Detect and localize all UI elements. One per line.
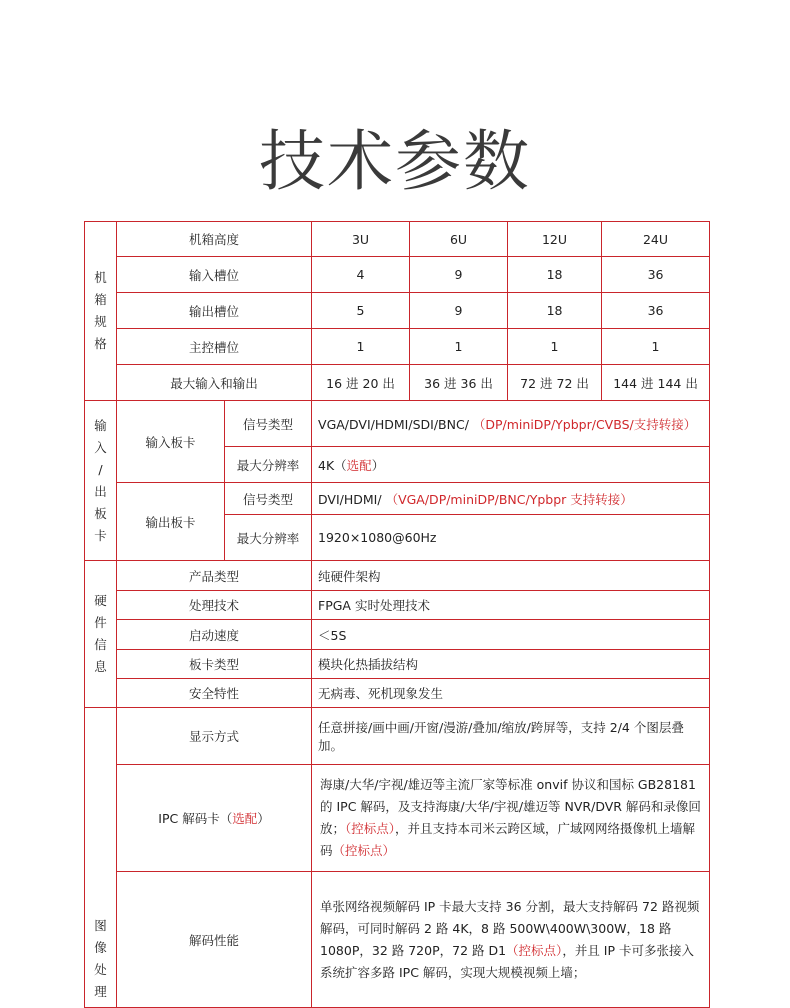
row-label: 解码性能 (117, 872, 312, 1008)
decode-text: ，并且 IP 卡可多张接入系统扩容多路 IPC 解码，实现大规模视频上墙； (320, 942, 694, 980)
row-label: 输出槽位 (117, 293, 312, 329)
res-text-tail: ） (371, 457, 385, 473)
output-signal-value (312, 483, 710, 515)
decode-text: 单张网络视频解码 IP 卡最大支持 36 分割，最大支持解码 72 路视频解码，可同时解码 2 路 4K，8 路 500W\400W\300W，18 路 1080P，32 路 720P，72 路 D1 (320, 898, 700, 958)
group-io: 输 入 / 出 板 卡 (85, 401, 117, 561)
cell-value: 1 (410, 329, 508, 365)
decode-value (312, 872, 710, 1008)
row-label: 主控槽位 (117, 329, 312, 365)
group-hardware: 硬 件 信 息 (85, 561, 117, 708)
cell-value: 4 (312, 257, 410, 293)
cell-value: 24U (602, 222, 710, 257)
signal-text-red: （DP/miniDP/Ypbpr/CVBS/支持转接） (472, 416, 697, 432)
row-value: 任意拼接/画中画/开窗/漫游/叠加/缩放/跨屏等，支持 2/4 个图层叠加。 (312, 708, 710, 765)
input-resolution-value (312, 447, 710, 483)
row-value: 无病毒、死机现象发生 (312, 679, 710, 708)
res-text: 4K（ (318, 457, 347, 473)
cell-value: 12U (508, 222, 602, 257)
ipc-text-red: （控标点） (345, 821, 396, 836)
cell-value: 5 (312, 293, 410, 329)
max-resolution-label: 最大分辨率 (225, 515, 312, 561)
cell-value: 1 (312, 329, 410, 365)
spec-table (84, 221, 710, 1008)
ipc-text: 海康/大华/宇视/雄迈等主流厂家等标准 onvif 协议和国标 GB28181 的 IPC 解码，及支持海康/大华/宇视/雄迈等 NVR/DVR 解码和录像回放； (320, 777, 701, 836)
cell-value: 144 进 144 出 (602, 365, 710, 401)
input-signal-value (312, 401, 710, 447)
ipc-label-text: IPC 解码卡（ (158, 811, 233, 826)
cell-value: 9 (410, 293, 508, 329)
cell-value: 36 进 36 出 (410, 365, 508, 401)
input-card-label: 输入板卡 (117, 401, 225, 483)
cell-value: 18 (508, 293, 602, 329)
cell-value: 18 (508, 257, 602, 293)
cell-value: 36 (602, 257, 710, 293)
max-resolution-label: 最大分辨率 (225, 447, 312, 483)
cell-value: 36 (602, 293, 710, 329)
row-label: 板卡类型 (117, 650, 312, 679)
group-image-processing: 图 像 处 理 (85, 708, 117, 1008)
group-chassis: 机 箱 规 格 (85, 222, 117, 401)
output-resolution-value: 1920×1080@60Hz (312, 515, 710, 561)
row-value: FPGA 实时处理技术 (312, 591, 710, 620)
ipc-text: ，并且支持本司米云跨区域，广域网网络摄像机上墙解码 (320, 821, 696, 858)
cell-value: 1 (602, 329, 710, 365)
row-label: 处理技术 (117, 591, 312, 620)
cell-value: 1 (508, 329, 602, 365)
row-label: 显示方式 (117, 708, 312, 765)
ipc-text-red: （控标点） (332, 843, 396, 858)
cell-value: 6U (410, 222, 508, 257)
row-label: 启动速度 (117, 620, 312, 650)
signal-text-red: （VGA/DP/miniDP/BNC/Ypbpr 支持转接） (385, 491, 633, 507)
cell-value: 72 进 72 出 (508, 365, 602, 401)
ipc-label-tail: ） (257, 811, 270, 826)
row-label: 输入槽位 (117, 257, 312, 293)
row-label: 产品类型 (117, 561, 312, 591)
cell-value: 16 进 20 出 (312, 365, 410, 401)
res-text-red: 选配 (346, 457, 372, 473)
row-value: ＜5S (312, 620, 710, 650)
signal-text: DVI/HDMI/ (318, 491, 386, 507)
ipc-label-red: 选配 (232, 811, 258, 826)
row-label: 安全特性 (117, 679, 312, 708)
ipc-card-value (312, 765, 710, 872)
output-card-label: 输出板卡 (117, 483, 225, 561)
signal-type-label: 信号类型 (225, 483, 312, 515)
row-value: 纯硬件架构 (312, 561, 710, 591)
page-title: 技术参数 (259, 123, 531, 200)
row-value: 模块化热插拔结构 (312, 650, 710, 679)
cell-value: 3U (312, 222, 410, 257)
signal-type-label: 信号类型 (225, 401, 312, 447)
decode-text-red: （控标点） (506, 942, 563, 958)
ipc-card-label (117, 765, 312, 872)
cell-value: 9 (410, 257, 508, 293)
signal-text: VGA/DVI/HDMI/SDI/BNC/ (318, 416, 473, 432)
row-label: 机箱高度 (117, 222, 312, 257)
row-label: 最大输入和输出 (117, 365, 312, 401)
